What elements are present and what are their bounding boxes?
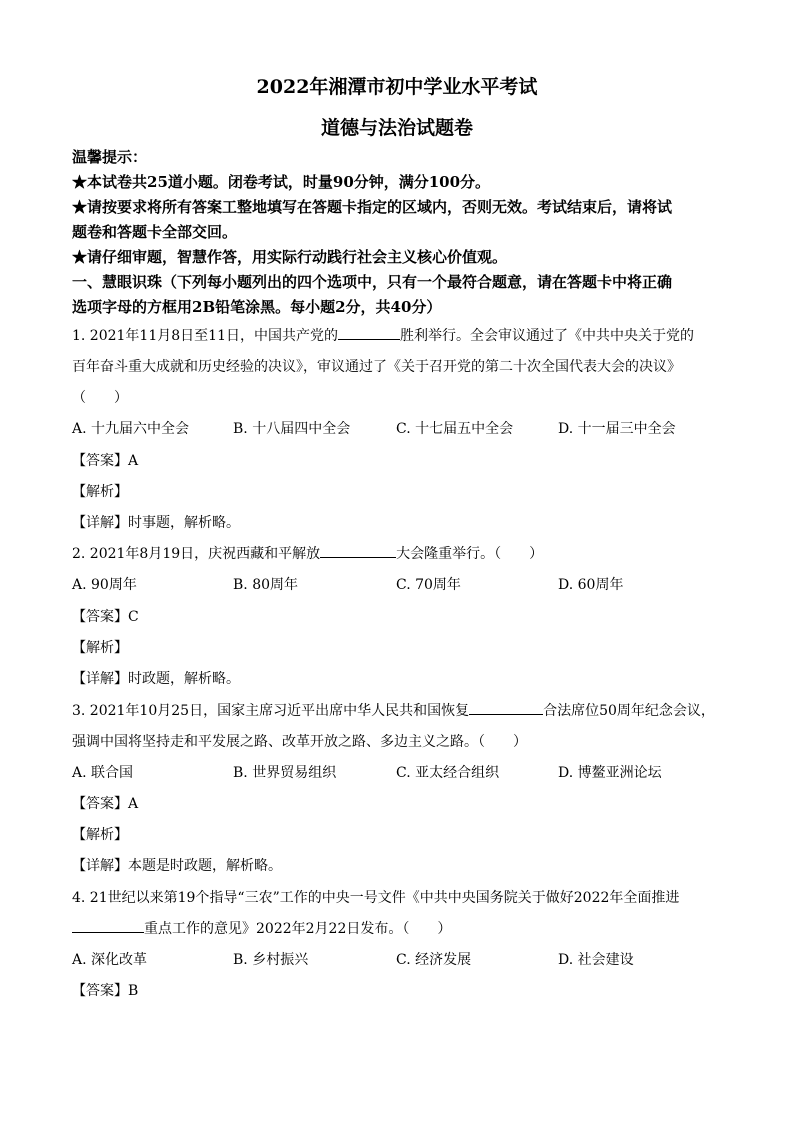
question-4-stem-line-2 [72, 918, 451, 938]
question-2-analysis: 【解析】 [72, 640, 128, 656]
question-2-stem-line-1 [72, 543, 543, 563]
answer-blank [320, 545, 396, 558]
question-1-option-b: B. 十八届四中全会 [233, 421, 351, 437]
question-3-option-d: D. 博鳌亚洲论坛 [558, 765, 662, 781]
question-3-option-c: C. 亚太经合组织 [396, 765, 500, 781]
question-3-text-a: 3. 2021年10月25日，国家主席习近平出席中华人民共和国恢复 [72, 703, 470, 719]
question-4-option-c: C. 经济发展 [396, 952, 472, 968]
tips-heading: 温馨提示： [72, 148, 148, 166]
question-2-option-a: A. 90周年 [72, 577, 137, 593]
section-1-line-2: 选项字母的方框用2B铅笔涂黑。每小题2分，共40分） [72, 298, 442, 316]
question-4-answer: 【答案】B [72, 983, 139, 999]
question-3-text-b: 合法席位50周年纪念会议， [543, 703, 715, 719]
answer-blank [338, 327, 400, 340]
question-1-detail: 【详解】时事题，解析略。 [72, 515, 240, 531]
question-3-stem-line-2: 强调中国将坚持走和平发展之路、改革开放之路、多边主义之路。（ ） [72, 734, 527, 750]
question-1-text-b: 胜利举行。全会审议通过了《中共中央关于党的 [399, 328, 694, 344]
question-2-option-b: B. 80周年 [233, 577, 299, 593]
question-1-answer: 【答案】A [72, 453, 139, 469]
question-3-detail: 【详解】本题是时政题，解析略。 [72, 858, 282, 874]
section-1-line-1: 一、慧眼识珠（下列每小题列出的四个选项中，只有一个最符合题意，请在答题卡中将正确 [72, 273, 673, 291]
question-3-answer: 【答案】A [72, 796, 139, 812]
question-2-option-d: D. 60周年 [558, 577, 624, 593]
question-1-bracket: （ ） [72, 390, 128, 406]
question-4-option-a: A. 深化改革 [72, 952, 148, 968]
page-title: 2022年湘潭市初中学业水平考试 [256, 76, 538, 98]
page-subtitle: 道德与法治试题卷 [320, 117, 473, 139]
question-1-option-c: C. 十七届五中全会 [396, 421, 514, 437]
answer-blank [469, 702, 543, 715]
question-1-option-a: A. 十九届六中全会 [72, 421, 190, 437]
question-1-text-a: 1. 2021年11月8日至11日，中国共产党的 [72, 328, 338, 344]
question-2-detail: 【详解】时政题，解析略。 [72, 671, 240, 687]
question-1-stem-line-2: 百年奋斗重大成就和历史经验的决议》，审议通过了《关于召开党的第二十次全国代表大会的决议》 [72, 359, 681, 375]
tips-line-2b: 题卷和答题卡全部交回。 [72, 223, 238, 241]
answer-blank [72, 920, 144, 933]
question-1-analysis: 【解析】 [72, 484, 128, 500]
tips-line-3: ★请仔细审题，智慧作答，用实际行动践行社会主义核心价值观。 [72, 248, 508, 266]
question-3-option-b: B. 世界贸易组织 [233, 765, 337, 781]
question-2-option-c: C. 70周年 [396, 577, 461, 593]
question-4-option-d: D. 社会建设 [558, 952, 634, 968]
question-3-stem-line-1 [72, 700, 715, 720]
question-4-option-b: B. 乡村振兴 [233, 952, 309, 968]
question-3-analysis: 【解析】 [72, 827, 128, 843]
question-3-option-a: A. 联合国 [72, 765, 134, 781]
question-1-option-d: D. 十一届三中全会 [558, 421, 676, 437]
question-2-text-b: 大会隆重举行。（ ） [396, 546, 544, 562]
question-1-stem-line-1 [72, 325, 694, 345]
question-2-answer: 【答案】C [72, 609, 139, 625]
tips-line-2a: ★请按要求将所有答案工整地填写在答题卡指定的区域内，否则无效。考试结束后，请将试 [72, 198, 673, 216]
question-4-text-b: 重点工作的意见》2022年2月22日发布。（ ） [144, 921, 452, 937]
tips-line-1: ★本试卷共25道小题。闭卷考试，时量90分钟，满分100分。 [72, 173, 491, 191]
question-4-stem-line-1: 4. 21世纪以来第19个指导“三农”工作的中央一号文件《中共中央国务院关于做好2022年全面推进 [72, 890, 680, 906]
question-2-text-a: 2. 2021年8月19日，庆祝西藏和平解放 [72, 546, 321, 562]
